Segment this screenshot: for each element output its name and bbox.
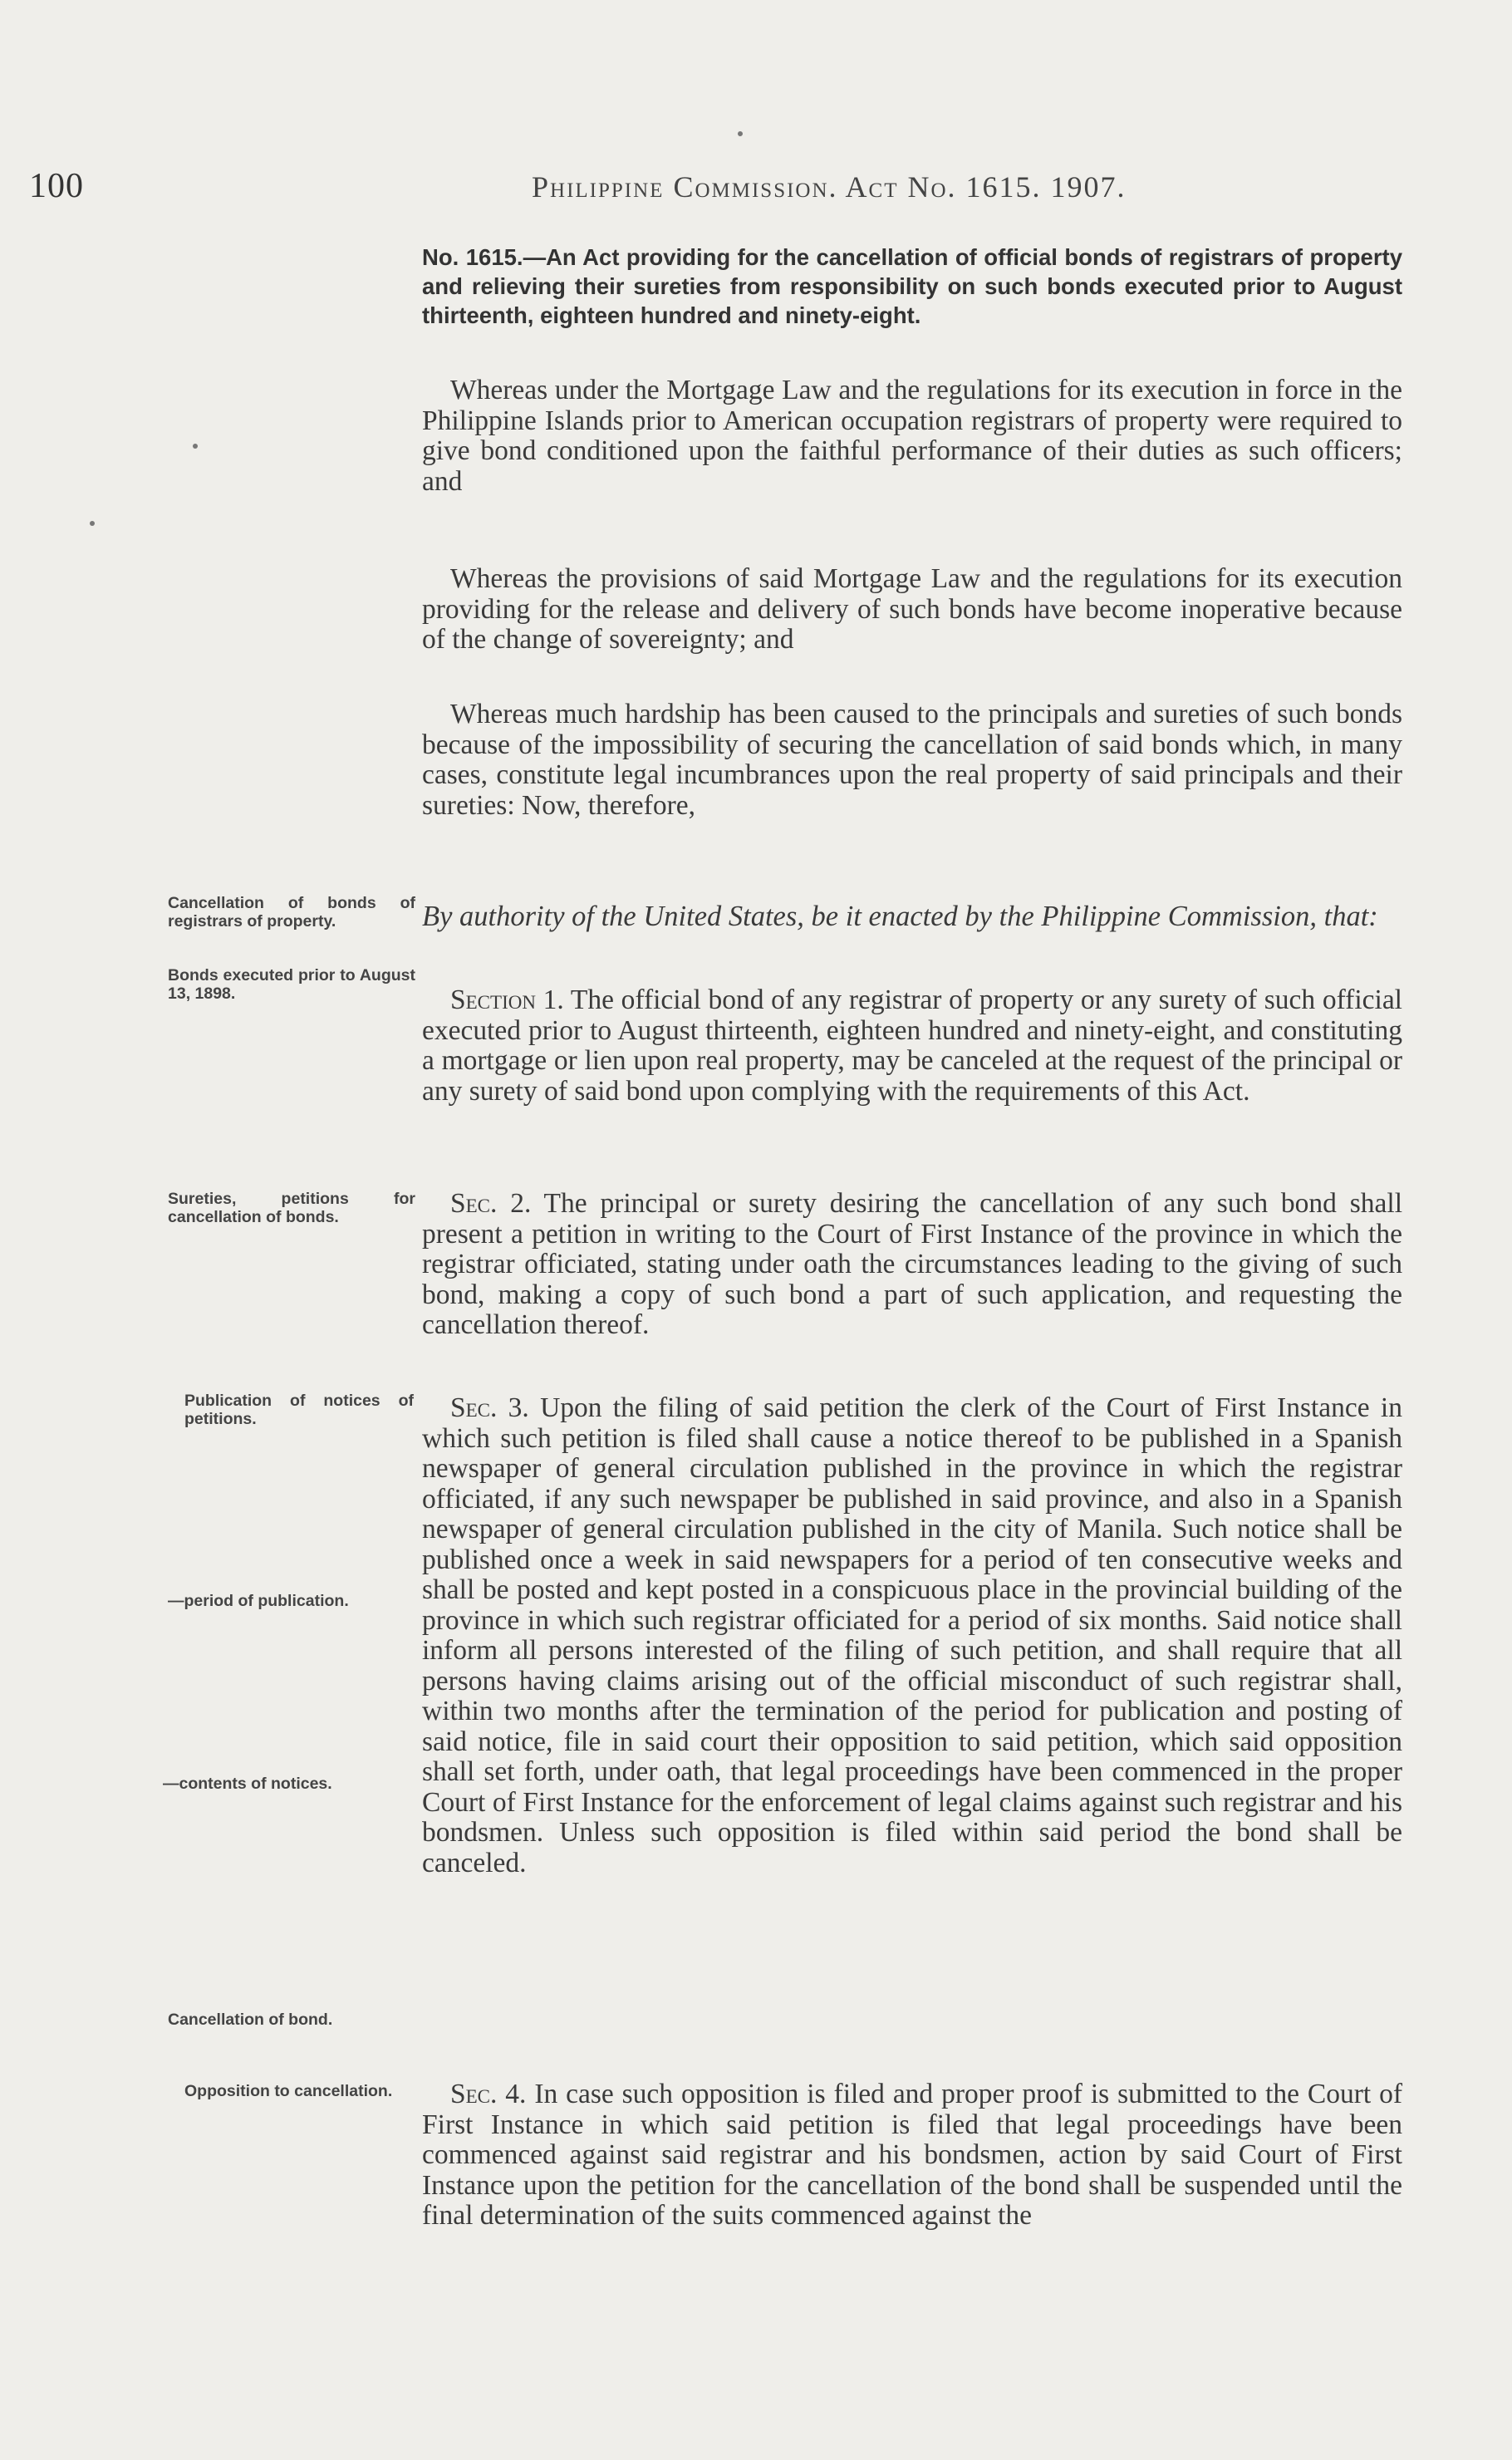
section-text: The official bond of any registrar of property or any surety of such official executed prior to August thirteenth, eighteen hundred and ninety-eight, and constituting a mortgage or lien upon real property, may be canceled at the request of the principal or any surety of said bond upon complying with the requirements of this Act. xyxy=(422,984,1402,1107)
section-text: Upon the filing of said petition the clerk of the Court of First Instance in which such petition is filed shall cause a notice thereof to be published in a Spanish newspaper of general circulation published in the province in which the registrar officiated, if any such newspaper be published in said province, and also in a Spanish newspaper of general circulation published in the city of Manila. Such notice shall be published once a week in said newspapers for a period of ten consecutive weeks and shall be posted and kept posted in a conspicuous place in the provincial building of the province in which such registrar officiated for a period of six months. Said notice shall inform all persons interested of the filing of such petition, and shall require that all persons having claims arising out of the official misconduct of such registrar shall, within two months after the termination of the period for publication and posting of said notice, file in said court their opposition to said petition, which said opposition shall set forth, under oath, that legal proceedings have been commenced in the proper Court of First Instance for the enforcement of legal claims against such registrar and his bondsmen. Unless such opposition is filed within said period the bond shall be canceled. xyxy=(422,1392,1402,1878)
page-number: 100 xyxy=(29,167,84,205)
margin-note: Bonds executed prior to August 13, 1898. xyxy=(168,966,415,1003)
preamble-paragraph: Whereas much hardship has been caused to the principals and sureties of such bonds because of the impossibility of securing the cancellation of said bonds which, in many cases, constitute legal incumbrances upon the real property of said principals and their sureties: Now, therefore, xyxy=(422,699,1402,821)
margin-note: —contents of notices. xyxy=(163,1775,332,1793)
speck-mark xyxy=(193,444,198,449)
section-2 xyxy=(422,1189,1402,1341)
margin-note: —period of publication. xyxy=(168,1592,349,1610)
preamble-paragraph: Whereas under the Mortgage Law and the regulations for its execution in force in the Philippine Islands prior to American occupation registrars of property were required to give bond conditioned upon the faithful performance of their duties as such officers; and xyxy=(422,375,1402,497)
speck-mark xyxy=(90,521,95,526)
margin-note: Cancellation of bonds of registrars of property. xyxy=(168,894,415,930)
section-4 xyxy=(422,2079,1402,2232)
running-head: Philippine Commission. Act No. 1615. 1907. xyxy=(532,170,1127,204)
section-label: Sec. 3. xyxy=(450,1392,529,1423)
margin-note: Publication of notices of petitions. xyxy=(184,1392,414,1428)
section-1 xyxy=(422,985,1402,1107)
section-label: Sec. 2. xyxy=(450,1188,532,1219)
margin-note: Opposition to cancellation. xyxy=(184,2082,393,2100)
preamble-paragraph: Whereas the provisions of said Mortgage Law and the regulations for its execution providing for the release and delivery of such bonds have become inoperative because of the change of sovereignty; and xyxy=(422,563,1402,655)
margin-note: Cancellation of bond. xyxy=(168,2011,333,2029)
section-label: Sec. 4. xyxy=(450,2079,527,2109)
enacting-clause: By authority of the United States, be it enacted by the Philippine Commission, that: xyxy=(422,901,1378,932)
section-text: The principal or surety desiring the cancellation of any such bond shall present a petition in writing to the Court of First Instance of the province in which the registrar officiated, stating under oath the circumstances leading to the giving of such bond, making a copy of such bond a part of such application, and requesting the cancellation thereof. xyxy=(422,1188,1402,1340)
margin-note: Sureties, petitions for cancellation of bonds. xyxy=(168,1190,415,1226)
speck-mark xyxy=(738,131,743,136)
act-heading: No. 1615.—An Act providing for the cancellation of official bonds of registrars of property and relieving their sureties from responsibility on such bonds executed prior to August thirteenth, eighteen hundred and ninety-eight. xyxy=(422,244,1402,328)
section-label: Section 1. xyxy=(450,984,564,1015)
section-3 xyxy=(422,1393,1402,1878)
section-text: In case such opposition is filed and proper proof is submitted to the Court of First Instance in which said petition is filed that legal proceedings have been commenced against said registrar and his bondsmen, action by said Court of First Instance upon the petition for the cancellation of the bond shall be suspended until the final determination of the suits commenced against the xyxy=(422,2079,1402,2231)
